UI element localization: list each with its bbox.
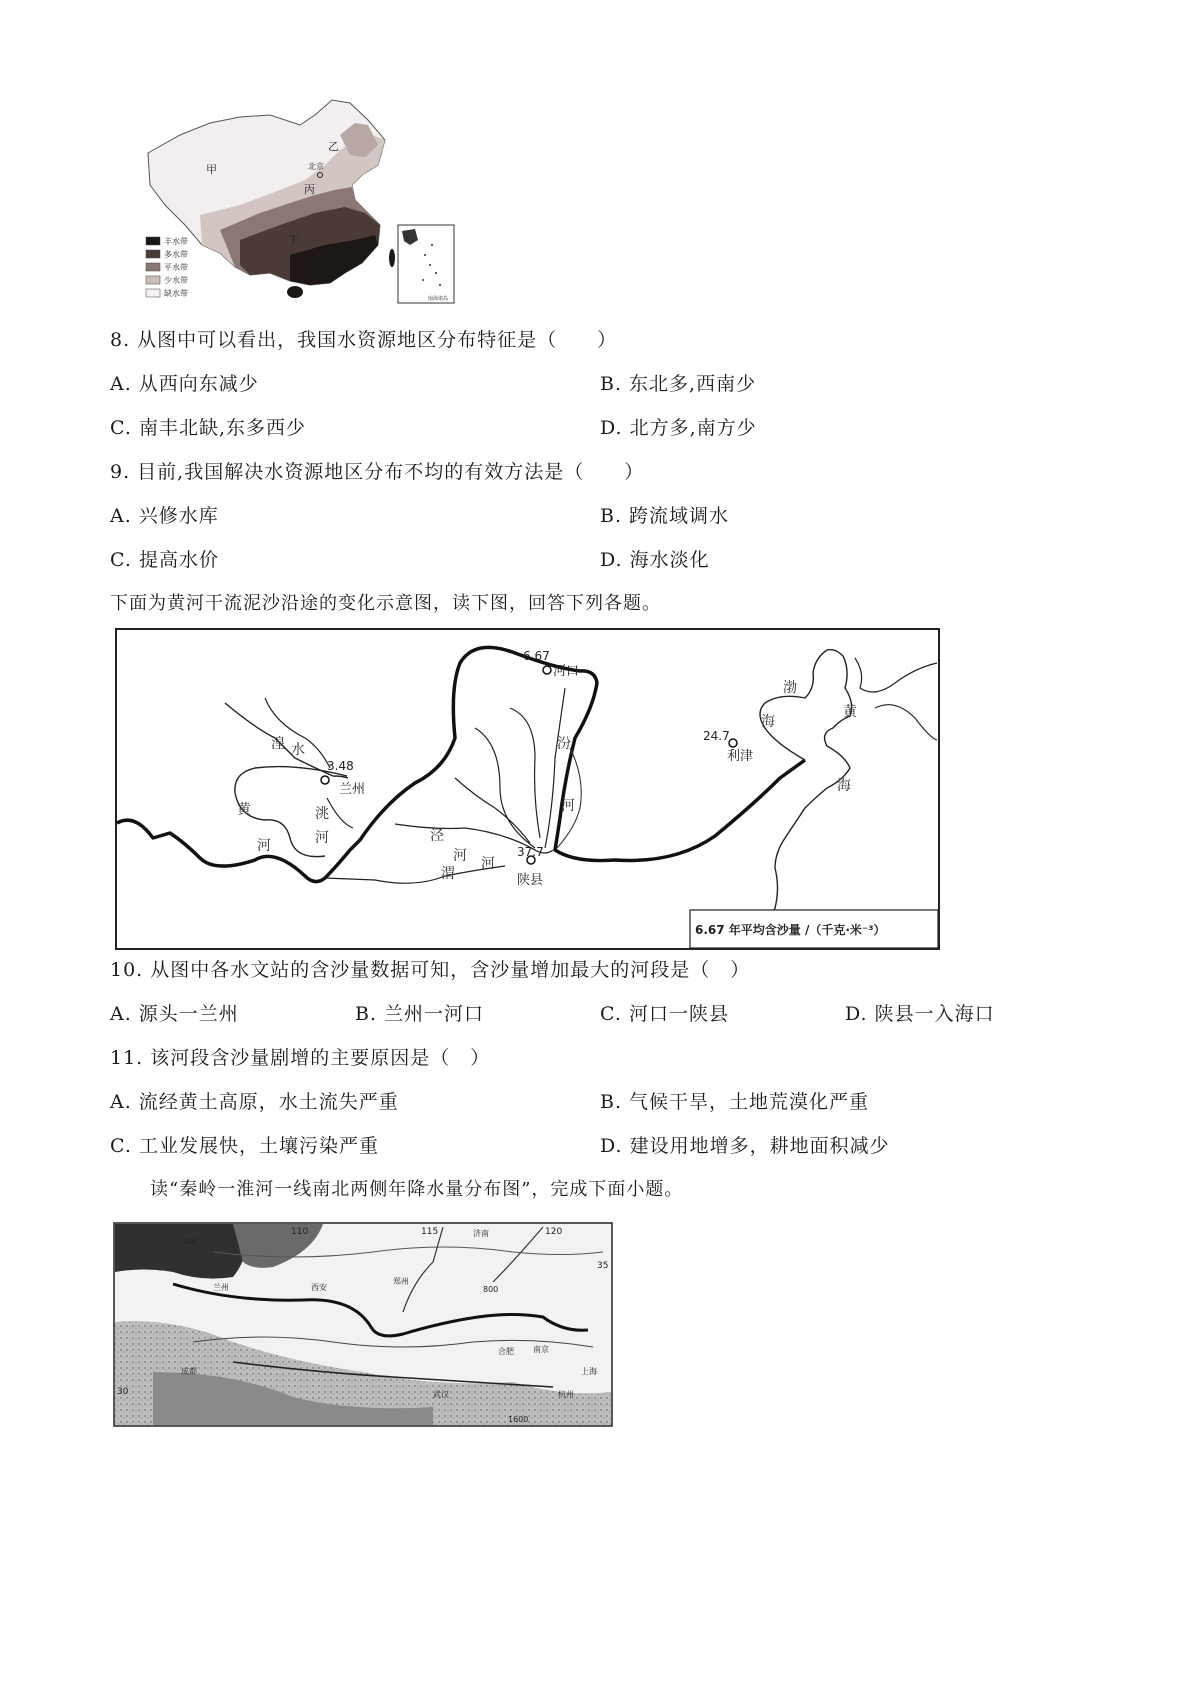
place-wuhan: 武汉 [433,1390,449,1399]
place-chengdu: 成都 [181,1367,197,1376]
label-huang1: 黄 [237,802,251,818]
station-hekou-name: 河口 [553,664,580,679]
label-he-mid: 河 [453,848,467,864]
question-8-option-a[interactable]: A. 从西向东减少 [110,373,259,395]
legend-swatch-deficit [146,289,160,297]
legend-swatch-rich [146,237,160,245]
station-lanzhou-value: 3.48 [327,759,354,773]
station-lanzhou-marker [321,776,329,784]
qinling-huaihe-map [113,1222,613,1427]
place-hangzhou: 杭州 [558,1390,574,1399]
map2-legend-text: 6.67 年平均含沙量 /（千克·米⁻³） [695,923,886,937]
question-8-stem: 8. 从图中可以看出，我国水资源地区分布特征是（ ） [110,329,618,351]
question-10-option-c[interactable]: C. 河口一陕县 [600,1003,729,1025]
place-nanjing: 南京 [533,1345,549,1354]
question-10-stem: 10. 从图中各水文站的含沙量数据可知，含沙量增加最大的河段是（ ） [110,959,751,981]
question-10-option-a[interactable]: A. 源头一兰州 [110,1003,239,1025]
station-hekou-value: 6.67 [523,649,550,663]
tick-120: 120 [545,1227,563,1237]
intro-qinling-huaihe: 读“秦岭一淮河一线南北两侧年降水量分布图”，完成下面小题。 [150,1179,684,1200]
tick-30: 30 [117,1387,129,1397]
label-ding: 丁 [288,233,299,246]
label-hai1: 海 [761,714,775,730]
label-hai2: 海 [837,778,851,794]
legend-label-high: 多水带 [164,250,188,259]
label-bo: 渤 [783,680,797,696]
label-beijing: 北京 [308,162,324,171]
label-yi: 乙 [328,140,339,153]
question-9-option-c[interactable]: C. 提高水价 [110,549,219,571]
question-11-option-d[interactable]: D. 建设用地增多，耕地面积减少 [600,1135,890,1157]
label-shui: 水 [291,742,305,758]
question-11-option-c[interactable]: C. 工业发展快，土壤污染严重 [110,1135,379,1157]
question-8-option-d[interactable]: D. 北方多,南方少 [600,417,757,439]
label-he-wei: 河 [481,856,495,872]
china-water-map [140,95,460,310]
legend-label-low: 少水带 [164,276,188,285]
inset-label: 南海诸岛 [428,296,449,302]
isohyet-400: 400 [183,1237,199,1246]
place-hefei: 合肥 [498,1347,514,1356]
legend-label-medium: 平水带 [164,263,188,272]
question-9-option-b[interactable]: B. 跨流域调水 [600,505,730,527]
label-huang-sea: 黄 [843,704,857,720]
tick-35: 35 [597,1261,609,1271]
map1-legend [146,236,188,298]
label-fen2: 河 [561,798,575,814]
label-jia: 甲 [206,163,217,176]
tick-110: 110 [291,1227,309,1237]
station-lijin-name: 利津 [727,749,754,764]
question-11-stem: 11. 该河段含沙量剧增的主要原因是（ ） [110,1047,491,1069]
label-bing: 丙 [304,183,315,196]
south-sea-inset [398,225,454,303]
label-tao2: 河 [315,830,329,846]
question-9-option-a[interactable]: A. 兴修水库 [110,505,219,527]
question-8-option-c[interactable]: C. 南丰北缺,东多西少 [110,417,306,439]
question-9-option-d[interactable]: D. 海水淡化 [600,549,710,571]
place-shanghai: 上海 [581,1367,597,1376]
label-fen1: 汾 [557,736,571,752]
legend-label-rich: 丰水带 [164,237,188,246]
yellow-river-map [115,628,940,950]
question-10-option-b[interactable]: B. 兰州一河口 [355,1003,485,1025]
question-9-stem: 9. 目前,我国解决水资源地区分布不均的有效方法是（ ） [110,461,645,483]
place-zhengzhou: 郑州 [393,1277,409,1286]
place-lanzhou: 兰州 [213,1283,229,1292]
station-lijin-value: 24.7 [703,729,730,743]
label-tao1: 洮 [315,806,329,822]
place-xian: 西安 [311,1283,327,1292]
label-wei: 渭 [441,866,455,882]
isohyet-1600: 1600 [508,1415,529,1424]
tick-115: 115 [421,1227,439,1237]
label-huang2: 河 [257,838,271,854]
station-shanxian-name: 陕县 [517,873,544,888]
station-lanzhou-name: 兰州 [339,782,366,797]
legend-label-deficit: 缺水带 [164,289,188,298]
hainan-island [287,286,303,298]
taiwan-island [389,249,395,267]
station-lijin-marker [729,739,737,747]
station-hekou-marker [543,666,551,674]
question-11-option-a[interactable]: A. 流经黄土高原，水土流失严重 [110,1091,399,1113]
station-shanxian-value: 37.7 [517,845,544,859]
legend-swatch-medium [146,263,160,271]
intro-yellow-river: 下面为黄河干流泥沙沿途的变化示意图，读下图，回答下列各题。 [110,593,661,614]
question-10-option-d[interactable]: D. 陕县一入海口 [845,1003,995,1025]
question-8-option-b[interactable]: B. 东北多,西南少 [600,373,757,395]
question-11-option-b[interactable]: B. 气候干旱，土地荒漠化严重 [600,1091,870,1113]
label-huang-he: 湟 [271,736,285,752]
legend-swatch-low [146,276,160,284]
place-jinan: 济南 [473,1229,489,1238]
legend-swatch-high [146,250,160,258]
label-jing: 泾 [430,828,444,844]
isohyet-800: 800 [483,1285,499,1294]
